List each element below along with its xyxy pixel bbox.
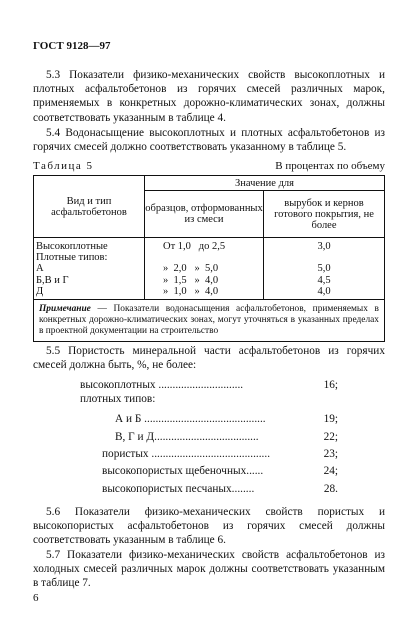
table-row-label: Д [36, 285, 44, 297]
table-cell-samples [145, 238, 264, 300]
porosity-label: плотных типов: [80, 393, 156, 405]
porosity-value: 28. [323, 483, 338, 495]
porosity-row: высокопористых песчаных........ 28. [102, 483, 338, 495]
page-number: 6 [33, 592, 39, 604]
porosity-value: 23; [323, 448, 338, 460]
porosity-label: В, Г и Д [115, 431, 155, 443]
porosity-label: А и Б [115, 413, 142, 425]
table-note-label: Примечание [39, 304, 91, 315]
porosity-value: 16; [323, 379, 338, 391]
porosity-row: высокопористых щебеночных...... 24; [102, 465, 338, 477]
table-row-value: От 1,0 до 2,5 [163, 241, 226, 252]
table-row-label: Высокоплотные [36, 241, 108, 252]
porosity-value: 24; [323, 465, 338, 477]
table-row-value: 5,0 [317, 263, 331, 275]
paragraph-5-7: 5.7 Показатели физико-механических свойств асфальтобетонов из холодных смесей различных марок должны соответствовать указанным в таблице 7. [33, 549, 385, 590]
porosity-row: А и Б ........................................... 19; [115, 413, 338, 425]
column-header-samples: образцов, отформованных из смеси [145, 191, 264, 238]
table-note [34, 300, 385, 342]
porosity-value: 19; [323, 413, 338, 425]
table-row-label: Плотные типов: [36, 252, 108, 264]
column-header-cores: вырубок и кернов готового покрытия, не более [264, 191, 385, 238]
table-cell-cores [264, 238, 385, 300]
table-row-value [264, 252, 384, 263]
porosity-row: пористых .......................................... 23; [102, 448, 338, 460]
water-saturation-table [33, 175, 385, 342]
table-caption: Таблица 5 [33, 160, 94, 172]
porosity-label: высокопористых песчаных [102, 483, 232, 495]
table-unit: В процентах по объему [275, 160, 385, 172]
table-row-label: А [36, 263, 44, 275]
table-row-value: » 1,0 » 4,0 [163, 285, 219, 297]
table-row-value: » 2,0 » 5,0 [163, 263, 219, 275]
paragraph-5-5: 5.5 Пористость минеральной части асфальтобетонов из горячих смесей должна быть, %, не более: [33, 345, 385, 372]
table-row-label: Б,В и Г [36, 274, 69, 286]
porosity-label: высокопористых щебеночных [102, 465, 247, 477]
table-row-value: 4,5 [317, 274, 331, 286]
paragraph-5-3: 5.3 Показатели физико-механических свойств высокоплотных и плотных асфальтобетонов из горячих смесей различных марок, применяемых в конкретных дорожно-климатических зонах, должны соответствовать указанным в таблице 4. [33, 69, 385, 124]
table-note-text: — Показатели водонасыщения асфальтобетонов, применяемых в конкретных дорожно-климатических зонах, могут уточняться в указанных пределах в проектной документации на строительство [39, 304, 379, 337]
table-row-value: 3,0 [317, 241, 331, 252]
porosity-row: В, Г и Д..................................... 22; [115, 431, 338, 443]
column-header-group: Значение для [145, 176, 385, 191]
table-row-value: 4,0 [317, 285, 331, 297]
document-header: ГОСТ 9128—97 [33, 40, 111, 52]
porosity-label: высокоплотных [80, 379, 156, 391]
paragraph-5-6: 5.6 Показатели физико-механических свойств пористых и высокопористых асфальтобетонов из горячих смесей должны соответствовать указанным в таблице 6. [33, 506, 385, 547]
table-row-value [163, 252, 263, 263]
table-row-value: » 1,5 » 4,0 [163, 274, 219, 286]
column-header-type: Вид и тип асфальтобетонов [34, 176, 145, 238]
porosity-row: высокоплотных .............................. 16; [80, 379, 338, 391]
paragraph-5-4: 5.4 Водонасыщение высокоплотных и плотных асфальтобетонов из горячих смесей должно соответствовать указанному в таблице 5. [33, 127, 385, 154]
table-cell-types [34, 238, 145, 300]
porosity-label: пористых [102, 448, 149, 460]
porosity-row [80, 392, 155, 407]
porosity-value: 22; [323, 431, 338, 443]
